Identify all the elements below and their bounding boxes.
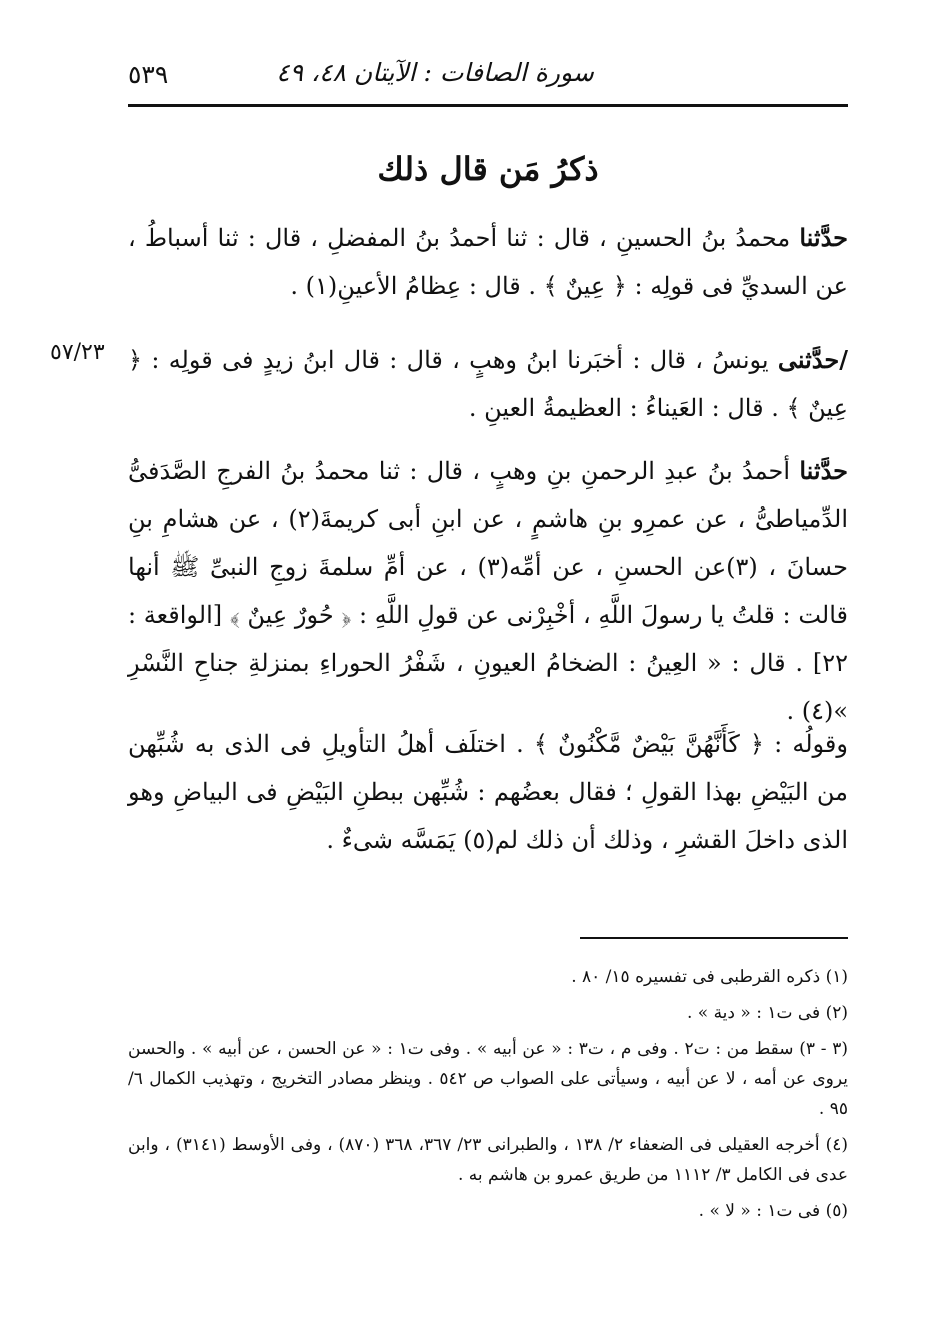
paragraph-lead: /حدَّثنى: [777, 345, 848, 374]
page-number: ٥٣٩: [128, 60, 169, 89]
section-heading: ذكرُ مَن قال ذلك: [377, 150, 599, 188]
paragraph-text: يونسُ ، قال : أخبَرنا ابنُ وهبٍ ، قال : قال ابنُ زيدٍ فى قولِه : ﴿ عِينٌ ﴾ . قال : العَيناءُ : العظيمةُ العينِ .: [128, 346, 848, 422]
footnote: (٤) أخرجه العقيلى فى الضعفاء ٢/ ١٣٨ ، والطبرانى ٢٣/ ٣٦٧، ٣٦٨ (٨٧٠) ، وفى الأوسط (٣١٤١) ، وابن عدى فى الكامل ٣/ ١١١٢ من طريق عمرو بن هاشم به .: [128, 1135, 848, 1185]
paragraph-2: [128, 336, 848, 432]
paragraph-3: [128, 447, 848, 735]
footnote: (٥) فى ت١ : « لا » .: [698, 1201, 848, 1221]
paragraph-1: [128, 214, 848, 310]
margin-reference: ٥٧/٢٣: [50, 340, 105, 365]
paragraph-text: أحمدُ بنُ عبدِ الرحمنِ بنِ وهبٍ ، قال : ثنا محمدُ بنُ الفرجِ الصَّدَفىُّ الدِّمياطىُّ ، عن عمرِو بنِ هاشمٍ ، عن ابنِ أبى كريمةَ(٢) ، عن هشامِ بنِ حسانَ ، (٣)عن الحسنِ ، عن أمِّه(٣) ، عن أمِّ سلمةَ زوجِ النبىِّ ﷺ أنها قالت : قلتُ يا رسولَ اللَّهِ ، أخْبِرْنى عن قولِ اللَّهِ : ﴿ حُورٌ عِينٌ ﴾ [الواقعة : ٢٢] . قال : « العِينُ : الضخامُ العيونِ ، شَفْرُ الحوراءِ بمنزلةِ جناحِ النَّسْرِ »(٤) .: [128, 457, 848, 725]
footnote: (٣ - ٣) سقط من : ت٢ . وفى م ، ت٣ : « عن أبيه » . وفى ت١ : « عن الحسن ، عن أبيه » . والحسن يروى عن أمه ، لا عن أبيه ، وسيأتى على الصواب ص ٥٤٢ . وينظر مصادر التخريج ، وتهذيب الكمال ٦/ ٩٥ .: [128, 1039, 848, 1119]
paragraph-lead: حدَّثنا: [799, 456, 848, 485]
footnotes: [128, 962, 848, 1232]
footnote: (١) ذكره القرطبى فى تفسيره ١٥/ ٨٠ .: [571, 967, 848, 987]
header-rule: [128, 104, 848, 107]
paragraph-text: محمدُ بنُ الحسينِ ، قال : ثنا أحمدُ بنُ المفضلِ ، قال : ثنا أسباطُ ، عن السديِّ فى قولِه : ﴿ عِينٌ ﴾ . قال : عِظامُ الأعينِ(١) .: [128, 224, 848, 300]
footnote-rule: [580, 937, 848, 939]
running-header-title: سورة الصافات : الآيتان ٤٨، ٤٩: [276, 58, 594, 87]
paragraph-lead: حدَّثنا: [799, 223, 848, 252]
footnote: (٢) فى ت١ : « دية » .: [686, 1003, 848, 1023]
paragraph-text: وقولُه : ﴿ كَأَنَّهُنَّ بَيْضٌ مَّكْنُونٌ ﴾ . اختلَف أهلُ التأويلِ فى الذى به شُبِّهن من البَيْضِ بهذا القولِ ؛ فقال بعضُهم : شُبِّهن ببطنِ البَيْضِ فى البياضِ وهو الذى داخلَ القشرِ ، وذلك أن ذلك لم(٥) يَمَسَّه شىءٌ .: [128, 730, 848, 854]
paragraph-4: [128, 720, 848, 864]
